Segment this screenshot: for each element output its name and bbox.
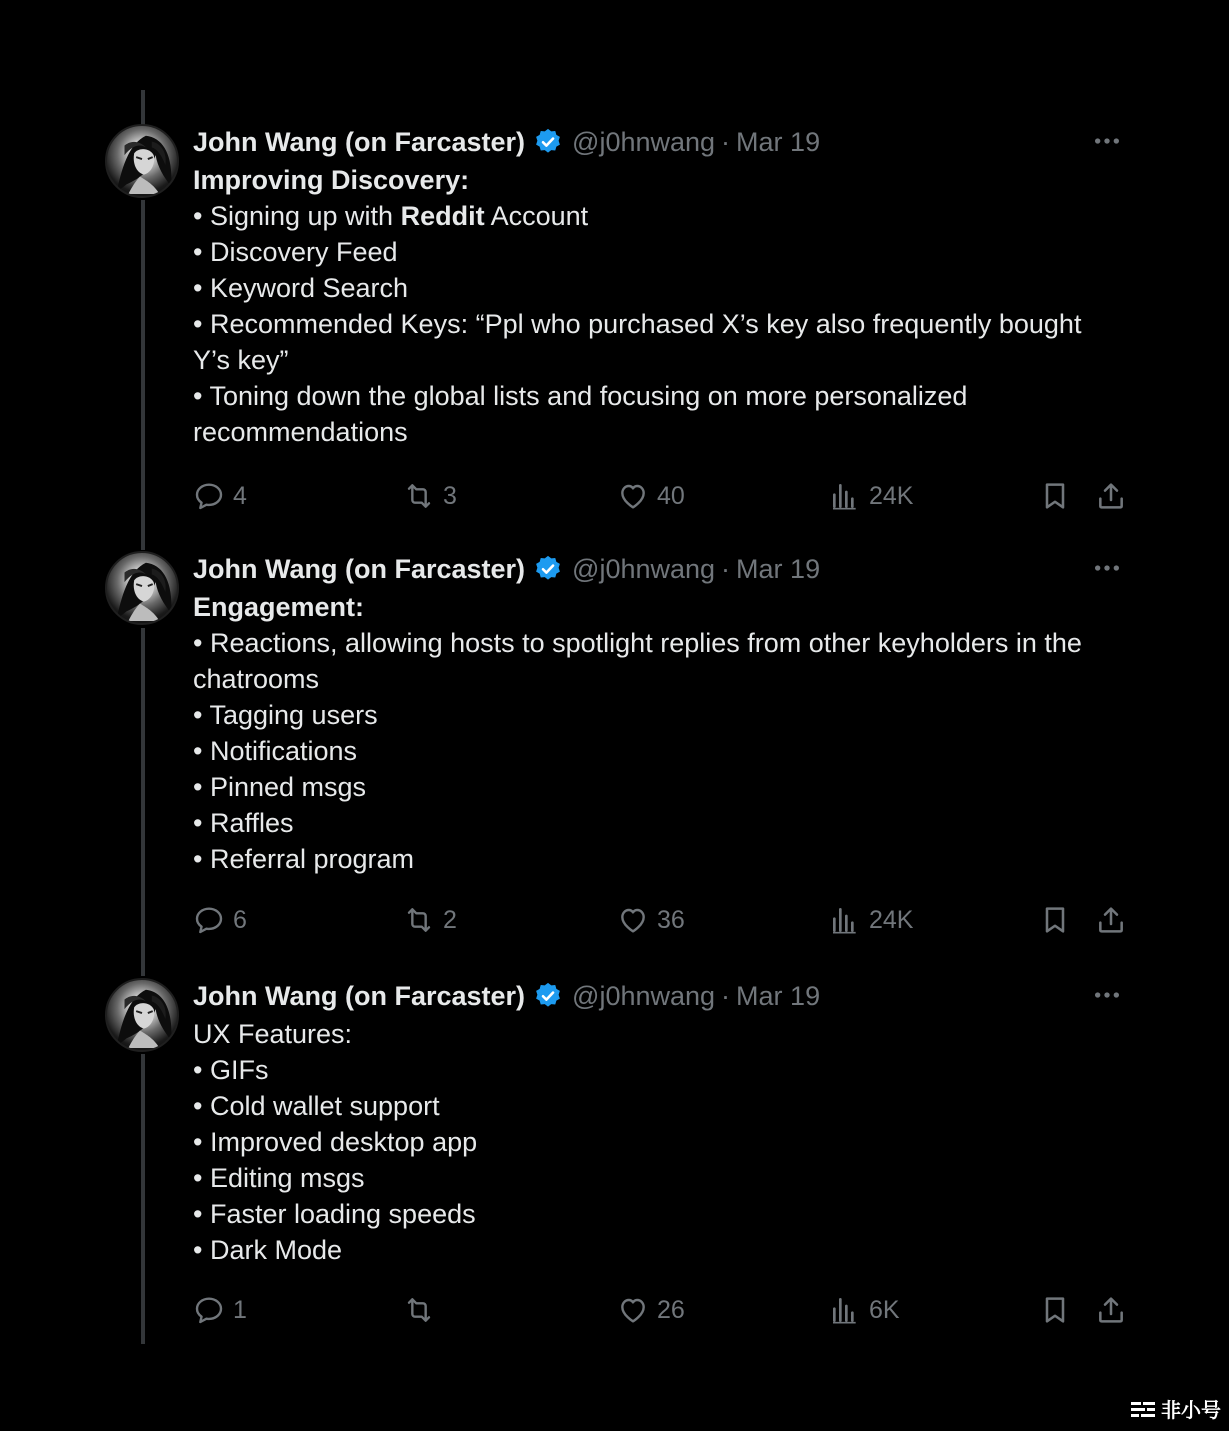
separator-dot: · <box>721 553 731 584</box>
repost-button[interactable] <box>403 1290 443 1330</box>
tweet-line <box>193 769 1133 805</box>
reply-icon <box>193 904 225 936</box>
tweet-text-segment: • Tagging users <box>193 700 378 730</box>
view-count: 6K <box>869 1295 900 1324</box>
tweet-line <box>193 414 1133 450</box>
tweet-line <box>193 589 1133 625</box>
bookmark-icon <box>1039 904 1071 936</box>
repost-icon <box>403 904 435 936</box>
author-name[interactable]: John Wang (on Farcaster) <box>193 553 526 584</box>
like-button[interactable] <box>617 476 685 516</box>
avatar[interactable] <box>105 551 179 625</box>
tweet-text-segment: • Reactions, allowing hosts to spotlight replies from other keyholders in the <box>193 628 1082 658</box>
watermark <box>1129 1394 1221 1423</box>
tweet-actions <box>193 476 1133 516</box>
tweet-line <box>193 805 1133 841</box>
verified-badge <box>533 554 563 584</box>
like-button[interactable] <box>617 900 685 940</box>
views-button[interactable] <box>829 1290 900 1330</box>
tweet-line <box>193 625 1133 661</box>
like-count: 40 <box>657 481 685 510</box>
more-horizontal-icon <box>1093 980 1121 1010</box>
tweet-content <box>193 1016 1133 1268</box>
watermark-text: 非小号 <box>1161 1400 1221 1422</box>
reply-button[interactable] <box>193 900 247 940</box>
heart-icon <box>617 480 649 512</box>
avatar-portrait-icon <box>107 126 177 196</box>
author-handle[interactable]: @j0hnwang <box>572 980 716 1011</box>
like-count: 26 <box>657 1295 685 1324</box>
replie-count: 6 <box>233 905 247 934</box>
tweet-text-segment: • Improved desktop app <box>193 1127 478 1157</box>
tweet-text-segment: recommendations <box>193 417 408 447</box>
share-icon <box>1095 904 1127 936</box>
tweet-line <box>193 270 1133 306</box>
avatar-portrait-icon <box>107 553 177 623</box>
more-options-button[interactable] <box>1093 553 1121 583</box>
replie-count: 1 <box>233 1295 247 1324</box>
tweet[interactable] <box>105 551 1135 944</box>
tweet-text-segment: Engagement: <box>193 592 365 622</box>
analytics-icon <box>829 904 861 936</box>
tweet-line <box>193 733 1133 769</box>
like-button[interactable] <box>617 1290 685 1330</box>
tweet-header <box>193 551 1133 587</box>
tweet[interactable] <box>105 978 1135 1334</box>
tweet-text-segment: • Discovery Feed <box>193 237 398 267</box>
tweet-date[interactable]: Mar 19 <box>736 980 821 1011</box>
tweet-content <box>193 162 1133 450</box>
tweet-content <box>193 589 1133 877</box>
tweet-body <box>193 551 1133 934</box>
tweet-text-segment: • Toning down the global lists and focusing on more personalized <box>193 381 968 411</box>
tweet-line <box>193 198 1133 234</box>
tweet-line <box>193 1124 1133 1160</box>
share-button[interactable] <box>1095 476 1127 516</box>
share-icon <box>1095 480 1127 512</box>
tweet[interactable] <box>105 124 1135 520</box>
tweet-body <box>193 978 1133 1324</box>
author-name[interactable]: John Wang (on Farcaster) <box>193 126 526 157</box>
tweet-line <box>193 162 1133 198</box>
tweet-line <box>193 306 1133 342</box>
verified-check-icon <box>533 554 563 584</box>
reply-button[interactable] <box>193 476 247 516</box>
tweet-actions <box>193 1290 1133 1330</box>
bookmark-button[interactable] <box>1039 900 1071 940</box>
heart-icon <box>617 904 649 936</box>
avatar[interactable] <box>105 124 179 198</box>
tweet-line <box>193 697 1133 733</box>
tweet-text-segment: Y’s key” <box>193 345 289 375</box>
author-handle[interactable]: @j0hnwang <box>572 126 716 157</box>
tweet-date[interactable]: Mar 19 <box>736 553 821 584</box>
repost-icon <box>403 1294 435 1326</box>
tweet-line <box>193 1232 1133 1268</box>
tweet-line <box>193 1088 1133 1124</box>
tweet-line <box>193 1016 1133 1052</box>
tweet-line <box>193 1052 1133 1088</box>
separator-dot: · <box>721 980 731 1011</box>
bookmark-button[interactable] <box>1039 476 1071 516</box>
share-icon <box>1095 1294 1127 1326</box>
heart-icon <box>617 1294 649 1326</box>
tweet-header <box>193 124 1133 160</box>
separator-dot: · <box>721 126 731 157</box>
more-horizontal-icon <box>1093 126 1121 156</box>
repost-button[interactable] <box>403 476 457 516</box>
tweet-text-segment: • Keyword Search <box>193 273 409 303</box>
verified-check-icon <box>533 127 563 157</box>
more-options-button[interactable] <box>1093 980 1121 1010</box>
tweet-line <box>193 661 1133 697</box>
views-button[interactable] <box>829 900 913 940</box>
avatar[interactable] <box>105 978 179 1052</box>
tweet-text-segment: • Editing msgs <box>193 1163 365 1193</box>
tweet-line <box>193 234 1133 270</box>
repost-count: 2 <box>443 905 457 934</box>
analytics-icon <box>829 1294 861 1326</box>
bookmark-button[interactable] <box>1039 1290 1071 1330</box>
tweet-text-segment: • Referral program <box>193 844 415 874</box>
tweet-text-segment: Improving Discovery: <box>193 165 470 195</box>
more-options-button[interactable] <box>1093 126 1121 156</box>
tweet-text-segment: • Raffles <box>193 808 294 838</box>
tweet-text-segment: • Dark Mode <box>193 1235 343 1265</box>
view-count: 24K <box>869 481 914 510</box>
tweet-text-segment: • Recommended Keys: “Ppl who purchased X’s key also frequently bought <box>193 309 1082 339</box>
tweet-line <box>193 342 1133 378</box>
like-count: 36 <box>657 905 685 934</box>
tweet-text-segment: chatrooms <box>193 664 320 694</box>
verified-badge <box>533 127 563 157</box>
reply-icon <box>193 1294 225 1326</box>
tweet-text-segment: • Faster loading speeds <box>193 1199 476 1229</box>
tweet-text-segment: Account <box>484 201 589 231</box>
tweet-date[interactable]: Mar 19 <box>736 126 821 157</box>
view-count: 24K <box>869 905 914 934</box>
bookmark-icon <box>1039 1294 1071 1326</box>
tweet-line <box>193 1160 1133 1196</box>
share-button[interactable] <box>1095 1290 1127 1330</box>
author-handle[interactable]: @j0hnwang <box>572 553 716 584</box>
tweet-text-segment: UX Features: <box>193 1019 353 1049</box>
repost-button[interactable] <box>403 900 457 940</box>
tweet-line <box>193 1196 1133 1232</box>
verified-check-icon <box>533 981 563 1011</box>
tweet-text-segment: Reddit <box>400 201 485 231</box>
tweet-text-segment: • GIFs <box>193 1055 269 1085</box>
tweet-body <box>193 124 1133 510</box>
repost-icon <box>403 480 435 512</box>
share-button[interactable] <box>1095 900 1127 940</box>
more-horizontal-icon <box>1093 553 1121 583</box>
watermark-logo-icon <box>1129 1399 1157 1419</box>
tweet-line <box>193 378 1133 414</box>
tweet-line <box>193 841 1133 877</box>
tweet-actions <box>193 900 1133 940</box>
tweet-text-segment: • Cold wallet support <box>193 1091 440 1121</box>
views-button[interactable] <box>829 476 913 516</box>
repost-count: 3 <box>443 481 457 510</box>
author-name[interactable]: John Wang (on Farcaster) <box>193 980 526 1011</box>
reply-icon <box>193 480 225 512</box>
avatar-portrait-icon <box>107 980 177 1050</box>
tweet-text-segment: • Signing up with <box>193 201 401 231</box>
tweet-text-segment: • Notifications <box>193 736 358 766</box>
tweet-header <box>193 978 1133 1014</box>
reply-button[interactable] <box>193 1290 247 1330</box>
bookmark-icon <box>1039 480 1071 512</box>
tweet-text-segment: • Pinned msgs <box>193 772 367 802</box>
analytics-icon <box>829 480 861 512</box>
replie-count: 4 <box>233 481 247 510</box>
verified-badge <box>533 981 563 1011</box>
